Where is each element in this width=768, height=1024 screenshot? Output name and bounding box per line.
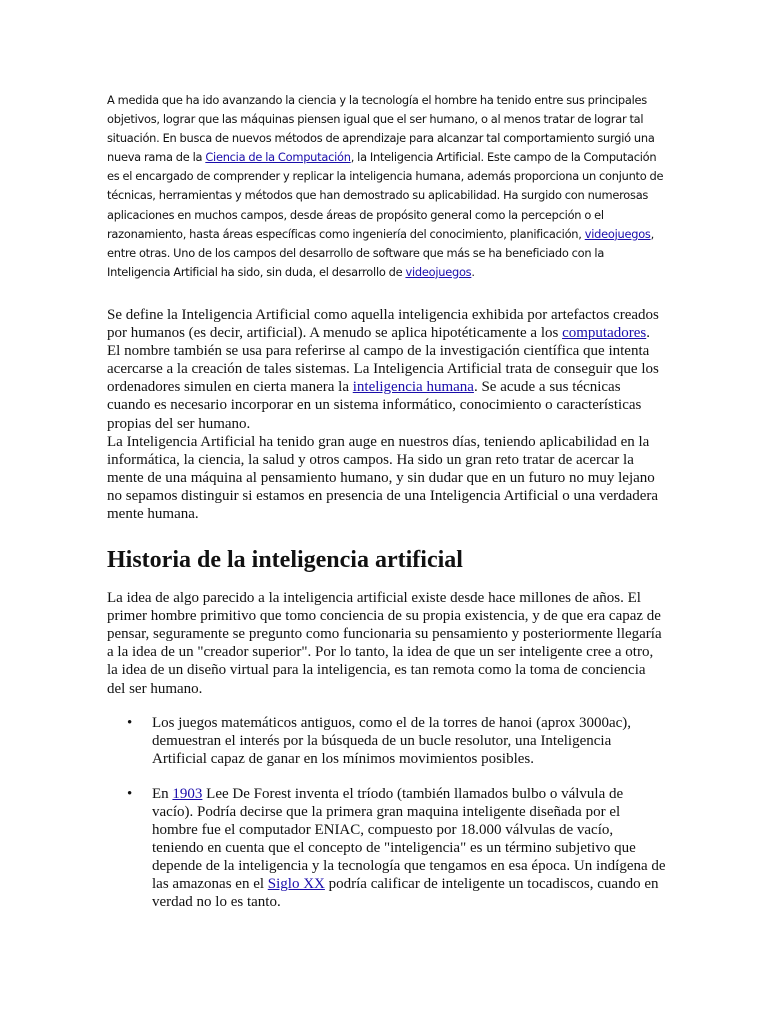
link-videojuegos-2[interactable]: videojuegos	[405, 264, 472, 279]
link-siglo-xx[interactable]: Siglo XX	[267, 876, 325, 893]
item2-text-1: En	[152, 785, 173, 802]
intro-text-4: .	[471, 264, 475, 279]
bullet-icon: •	[127, 785, 133, 802]
boom-paragraph: La Inteligencia Artificial ha tenido gran auge en nuestros días, teniendo aplicabilidad en la informática, la ciencia, la salud y otros campos. Ha sido un gran reto tratar de acercar la mente de una máquina al pensamiento humano, y sin dudar que en un futuro no muy lejano no sepamos distinguir si estamos en presencia de una Inteligencia Artificial o una verdadera mente humana.	[107, 433, 659, 522]
definition-text-1: Se define la Inteligencia Artificial como aquella inteligencia exhibida por artefactos creados por humanos (es decir, artificial). A menudo se aplica hipotéticamente a los	[107, 306, 659, 342]
history-list	[107, 714, 667, 912]
link-computadores[interactable]: computadores	[562, 325, 647, 342]
list-item	[107, 714, 667, 768]
link-inteligencia-humana[interactable]: inteligencia humana	[352, 379, 474, 396]
list-item-text: Los juegos matemáticos antiguos, como el de la torres de hanoi (aprox 3000ac), demuestran el interés por la búsqueda de un bucle resolutor, una Inteligencia Artificial capaz de ganar en los mínimos movimientos posibles.	[152, 714, 632, 767]
intro-text-3: , entre otras. Uno de los campos del desarrollo de software que más se ha beneficiado con la Inteligencia Artificial ha sido, sin duda, el desarrollo de	[107, 226, 654, 279]
history-heading: Historia de la inteligencia artificial	[107, 547, 463, 574]
link-ciencia-computacion[interactable]: Ciencia de la Computación	[205, 150, 351, 165]
definition-text-3: . Se acude a sus técnicas cuando es necesario incorporar en un sistema informático, conocimiento o características propias del ser humano.	[107, 379, 642, 432]
history-paragraph: La idea de algo parecido a la inteligencia artificial existe desde hace millones de años. El primer hombre primitivo que tomo conciencia de su propia existencia, y de que era capaz de pensar, seguramente se pregunto como funcionaria su pensamiento y posteriormente llegaría a la idea de un "creador superior". Por lo tanto, la idea de que un ser inteligente cree a otro, la idea de un diseño virtual para la inteligencia, es tan remota como la toma de conciencia del ser humano.	[107, 590, 662, 697]
definition-paragraph	[107, 306, 667, 433]
bullet-icon: •	[127, 714, 133, 731]
item2-text-2: Lee De Forest inventa el tríodo (también llamados bulbo o válvula de vacío). Podría decirse que la primera gran maquina inteligente diseñada por el hombre fue el computador ENIAC, compuesto por 18.000 válvulas de vacío, teniendo en cuenta que el concepto de "inteligencia" es un término subjetivo que depende de la inteligencia y la tecnología que tengamos en esa época. Un indígena de las amazonas en el	[152, 785, 666, 893]
link-videojuegos-1[interactable]: videojuegos	[584, 226, 651, 241]
definition-text-2: . El nombre también se usa para referirse al campo de la investigación científica que intenta acercarse a la creación de tales sistemas. La Inteligencia Artificial trata de conseguir que los ordenadores simulen en cierta manera la	[107, 325, 659, 396]
list-item	[107, 785, 667, 912]
intro-paragraph	[107, 91, 667, 282]
intro-text-1: A medida que ha ido avanzando la ciencia y la tecnología el hombre ha tenido entre sus principales objetivos, lograr que las máquinas piensen igual que el ser humano, o al menos tratar de lograr tal situación. En busca de nuevos métodos de aprendizaje para alcanzar tal comportamiento surgió una nueva rama de la	[107, 93, 655, 165]
intro-text-2: , la Inteligencia Artificial. Este campo de la Computación es el encargado de comprender y replicar la inteligencia humana, además proporciona un conjunto de técnicas, herramientas y métodos que han demostrado su aplicabilidad. Ha surgido con numerosas aplicaciones en muchos campos, desde áreas de propósito general como la percepción o el razonamiento, hasta áreas específicas como ingeniería del conocimiento, planificación,	[107, 150, 664, 241]
link-1903[interactable]: 1903	[172, 785, 203, 802]
list-item-text	[152, 786, 666, 911]
document-page	[107, 91, 667, 929]
item2-text-3: podría calificar de inteligente un tocadiscos, cuando en verdad no lo es tanto.	[152, 876, 659, 911]
